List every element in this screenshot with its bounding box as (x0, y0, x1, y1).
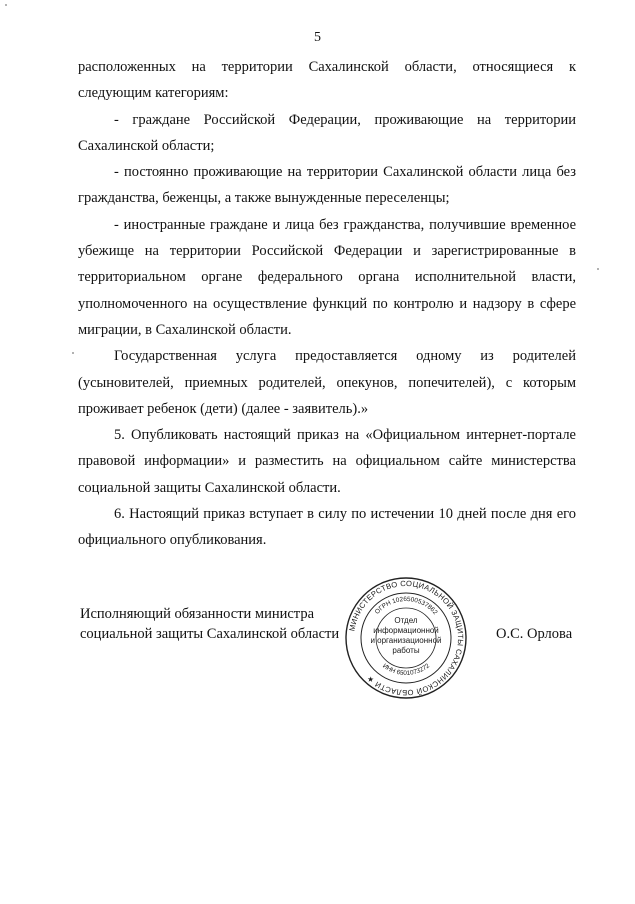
stamp-ogrn: ОГРН 1026500537862 (373, 595, 439, 617)
svg-text:ИНН 6501073272 (381, 662, 431, 677)
stamp-center-line4: работы (392, 646, 420, 655)
stamp-center-line2: информационной (373, 626, 439, 635)
paragraph-item-5: 5. Опубликовать настоящий приказ на «Официальном интернет-портале правовой информации» и разместить на официальном сайте министерства социальной защиты Сахалинской области. (78, 427, 576, 496)
stamp-ring-text: МИНИСТЕРСТВО СОЦИАЛЬНОЙ ЗАЩИТЫ САХАЛИНСКОЙ ОБЛАСТИ ★ (347, 578, 466, 698)
document-body (78, 54, 576, 554)
scan-speck (72, 352, 74, 354)
stamp-center-text (366, 616, 446, 656)
scan-speck (5, 4, 7, 6)
paragraph-category-stateless: - постоянно проживающие на территории Сахалинской области лица без гражданства, беженцы, а также вынужденные переселенцы; (78, 164, 576, 207)
signer-name: О.С. Орлова (496, 626, 573, 642)
stamp-inn: ИНН 6501073272 (381, 662, 431, 678)
signature-position-line2: социальной защиты Сахалинской области (80, 626, 340, 642)
paragraph-categories-intro: расположенных на территории Сахалинской области, относящиеся к следующим категориям: (78, 59, 576, 102)
signature-position-line1: Исполняющий обязанности министра (80, 606, 315, 622)
signature-position (80, 604, 339, 644)
paragraph-category-citizens: - граждане Российской Федерации, проживающие на территории Сахалинской области; (78, 111, 576, 154)
stamp-center-line3: и организационной (370, 636, 442, 645)
paragraph-service-recipient: Государственная услуга предоставляется одному из родителей (усыновителей, приемных родителей, опекунов, попечителей), с которым проживает ребенок (дети) (далее - заявитель).» (78, 348, 576, 417)
paragraph-category-foreigners: - иностранные граждане и лица без гражданства, получившие временное убежище на территории Российской Федерации и зарегистрированные в территориальном органе федерального органа исполнительной власти, уполномоченного на осуществление функций по контролю и надзору в сфере миграции, в Сахалинской области. (78, 216, 576, 338)
scan-speck (597, 268, 599, 270)
paragraph-item-6: 6. Настоящий приказ вступает в силу по истечении 10 дней после дня его официального опубликования. (78, 506, 576, 549)
stamp-center-line1: Отдел (394, 616, 418, 625)
official-stamp (344, 576, 468, 700)
page-number: 5 (314, 30, 321, 45)
